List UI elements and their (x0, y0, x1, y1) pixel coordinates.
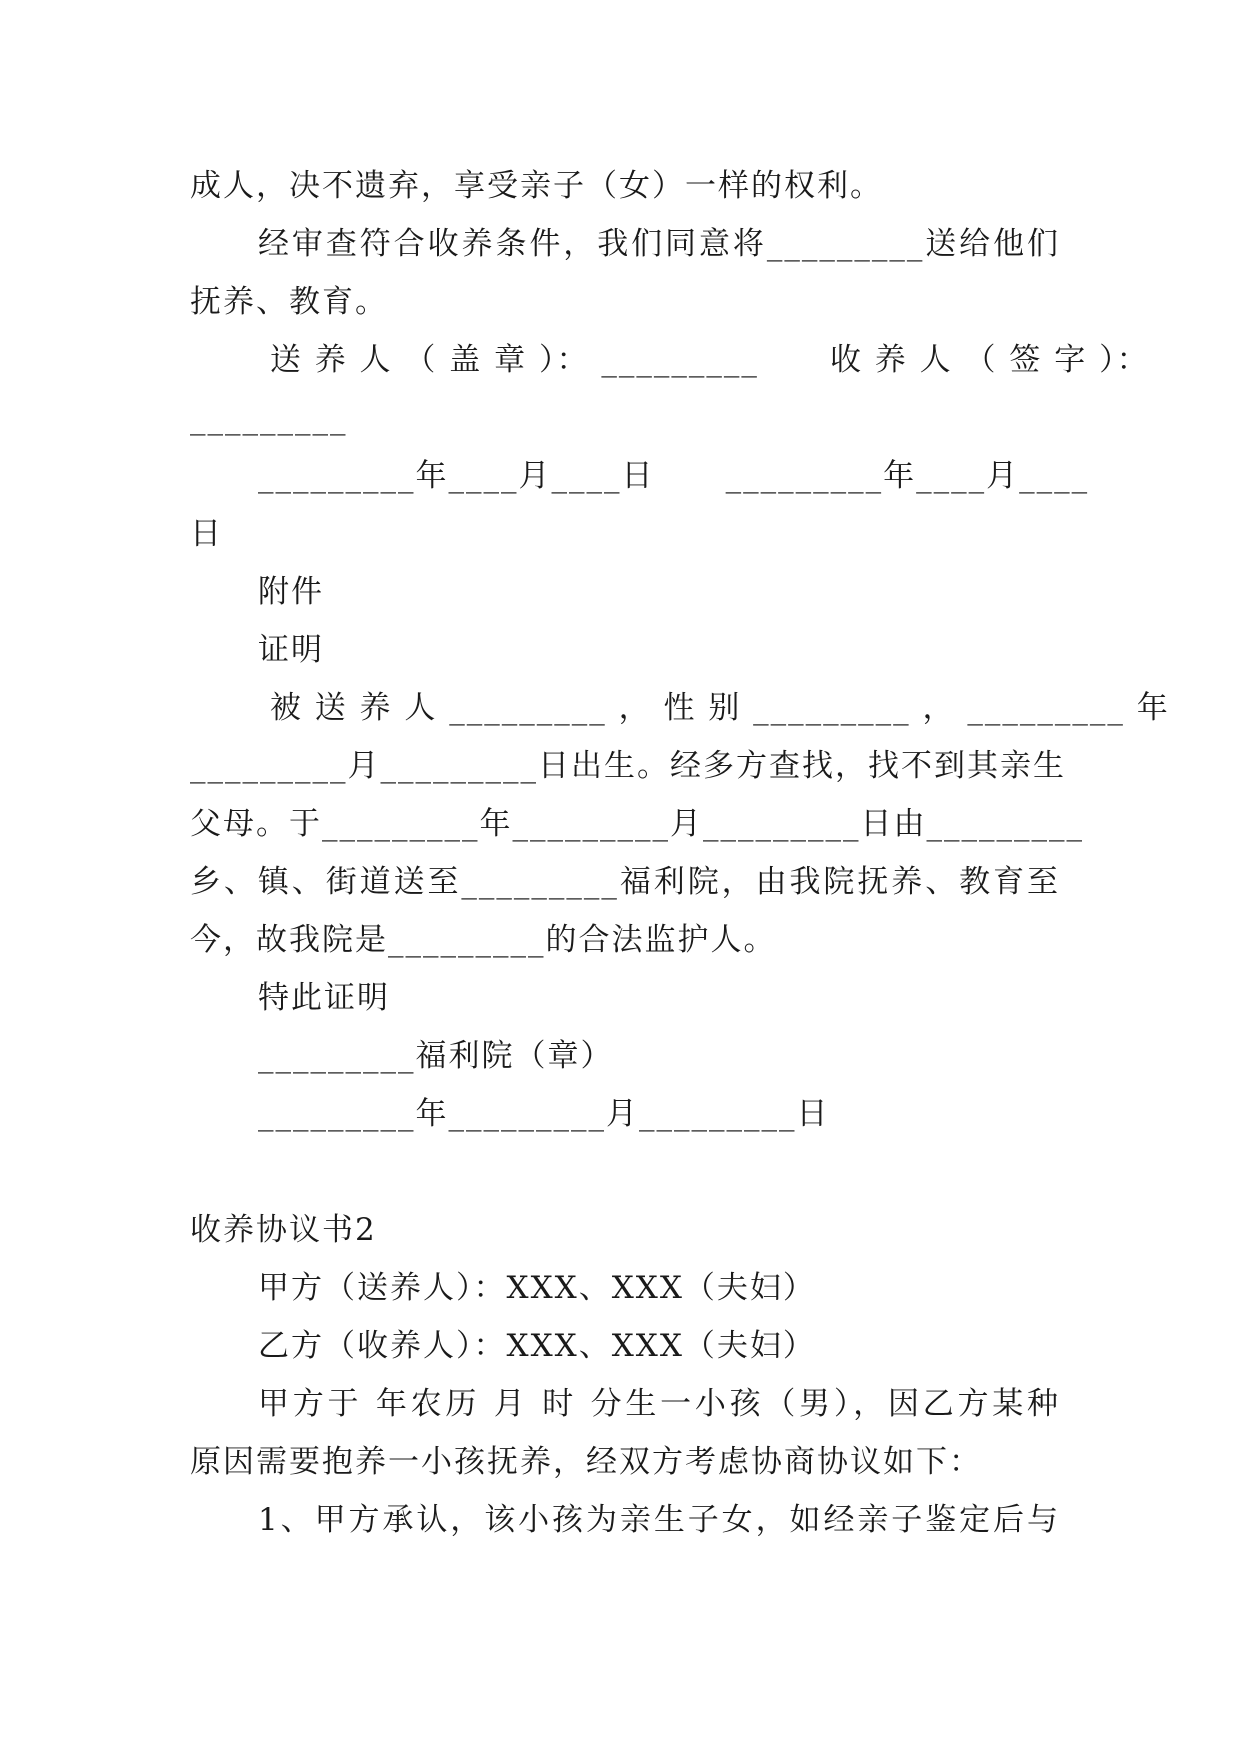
section-heading: 附件 (258, 574, 324, 610)
text-line: 父母。于_________年_________月_________日由_________ (190, 806, 1084, 842)
text-line: 日 (190, 516, 223, 552)
text-line: 1、甲方承认，该小孩为亲生子女，如经亲子鉴定后与 (258, 1502, 1060, 1538)
text-line: 被 送 养 人 _________ ， 性 别 _________ ， _________ 年 (258, 690, 1170, 726)
text-line: _________年____月____日 _________年____月____ (258, 458, 1090, 494)
text-line: 送 养 人 （ 盖 章 ）： _________ 收 养 人 （ 签 字 ）： (258, 342, 1150, 378)
text-line: 经审查符合收养条件，我们同意将_________送给他们 (258, 226, 1060, 262)
section-heading: 证明 (258, 632, 324, 668)
text-line: _________福利院（章） (258, 1038, 614, 1074)
text-line: 乡、镇、街道送至_________福利院，由我院抚养、教育至 (190, 864, 1060, 900)
text-line: 抚养、教育。 (190, 284, 388, 320)
text-line: _________年_________月_________日 (258, 1096, 830, 1132)
text-line: 乙方（收养人）：XXX、XXX（夫妇） (258, 1328, 816, 1364)
document-title: 收养协议书2 (190, 1212, 377, 1248)
text-line: 特此证明 (258, 980, 390, 1016)
text-line: 甲方（送养人）：XXX、XXX（夫妇） (258, 1270, 816, 1306)
text-line: _________ (190, 400, 348, 436)
text-line: 原因需要抱养一小孩抚养，经双方考虑协商协议如下： (190, 1444, 982, 1480)
text-line: 成人，决不遗弃，享受亲子（女）一样的权利。 (190, 168, 883, 204)
text-line: 甲方于 年农历 月 时 分生一小孩（男），因乙方某种 (258, 1386, 1060, 1422)
text-line: 今，故我院是_________的合法监护人。 (190, 922, 777, 958)
text-line: _________月_________日出生。经多方查找，找不到其亲生 (190, 748, 1066, 784)
